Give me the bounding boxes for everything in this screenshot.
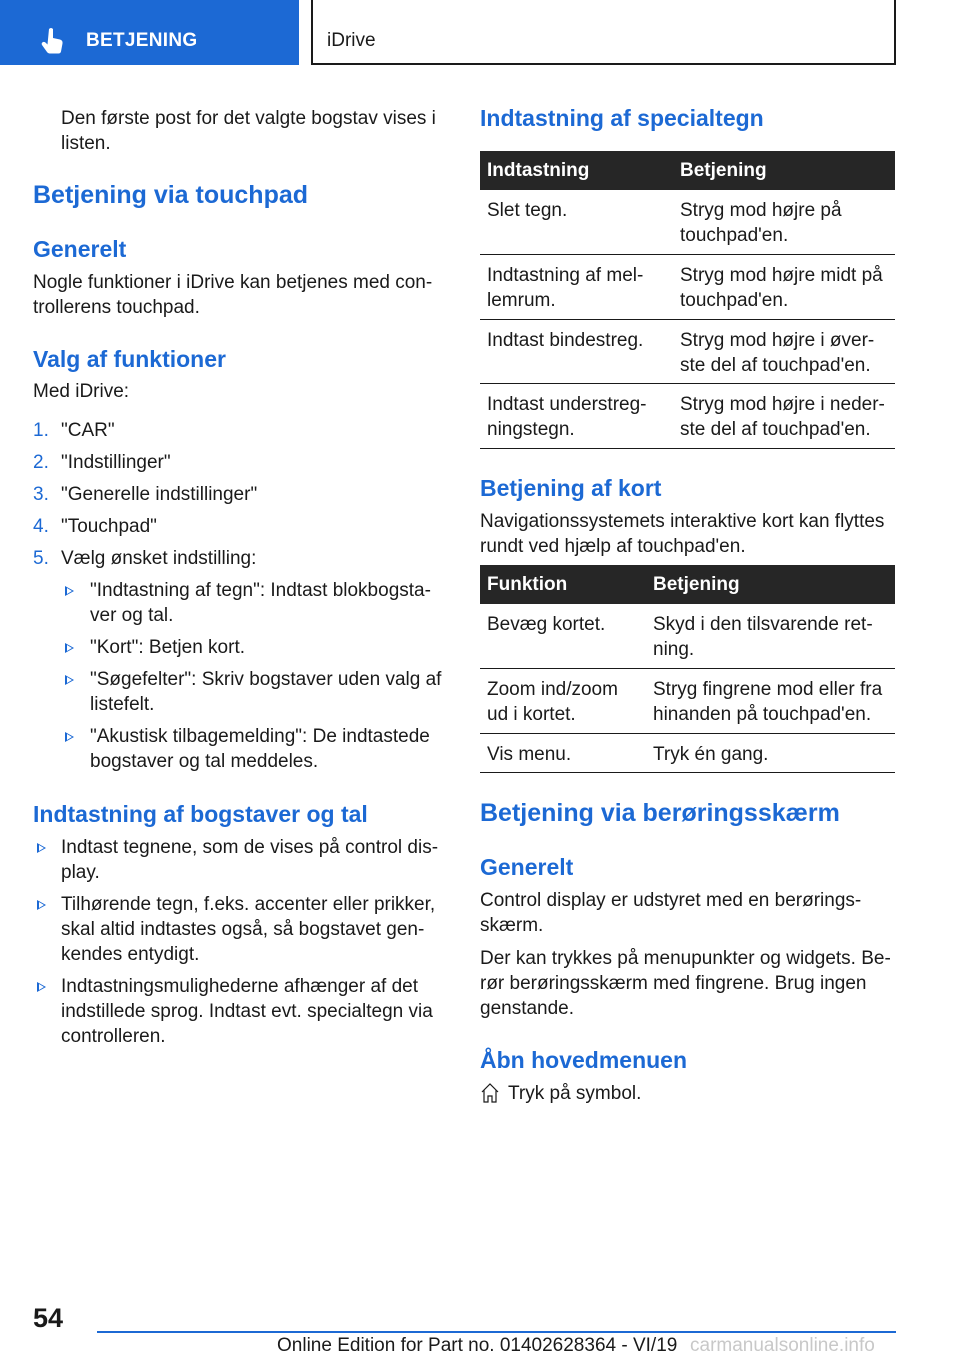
step-text: "Indstillinger" bbox=[61, 452, 171, 473]
step-number: 2. bbox=[33, 452, 49, 473]
step-text: "Touchpad" bbox=[61, 516, 157, 537]
bullet-line: skal altid indtastes også, så bogstavet gen- bbox=[61, 919, 425, 940]
bullet-line: controlleren. bbox=[61, 1026, 166, 1047]
column-header: Indtastning bbox=[487, 160, 590, 181]
section-title: BETJENING bbox=[86, 30, 198, 51]
table-cell: Bevæg kortet. bbox=[487, 614, 606, 635]
step-number: 3. bbox=[33, 484, 49, 505]
table-cell: Stryg mod højre i øver- bbox=[680, 330, 875, 351]
sub-bullet-line: "Kort": Betjen kort. bbox=[90, 637, 245, 658]
footer-divider bbox=[97, 1331, 896, 1333]
bullet-triangle-icon bbox=[65, 586, 74, 596]
table-cell: Tryk én gang. bbox=[653, 744, 769, 765]
bullet-line: kendes entydigt. bbox=[61, 944, 200, 965]
edition-text: Online Edition for Part no. 01402628364 - VI/19 bbox=[277, 1335, 678, 1356]
menu-heading: Åbn hovedmenuen bbox=[480, 1047, 688, 1073]
table-cell: Indtastning af mel- bbox=[487, 265, 644, 286]
bullet-line: Indtastningsmulighederne afhænger af det bbox=[61, 976, 419, 997]
table-cell: Stryg mod højre i neder- bbox=[680, 394, 885, 415]
touchpad-heading: Betjening via touchpad bbox=[33, 181, 309, 209]
table-row bbox=[480, 255, 895, 320]
bogstaver-heading: Indtastning af bogstaver og tal bbox=[33, 801, 368, 827]
bullet-triangle-icon bbox=[65, 643, 74, 653]
table-cell: touchpad'en. bbox=[680, 225, 789, 246]
bullet-line: indstillede sprog. Indtast evt. specialtegn via bbox=[61, 1001, 433, 1022]
table-cell: Stryg mod højre midt på bbox=[680, 265, 883, 286]
table-cell: Stryg mod højre på bbox=[680, 200, 842, 221]
step-number: 4. bbox=[33, 516, 49, 537]
table-header bbox=[480, 151, 895, 190]
breadcrumb-box bbox=[311, 0, 896, 65]
sub-bullet-line: "Indtastning af tegn": Indtast blokbogsta- bbox=[90, 580, 431, 601]
sub-bullet-line: "Akustisk tilbagemelding": De indtastede bbox=[90, 726, 430, 747]
kort-text-1: Navigationssystemets interaktive kort kan flyttes bbox=[480, 511, 885, 532]
generelt-text-2: trollerens touchpad. bbox=[33, 297, 200, 318]
intro-line-2: listen. bbox=[61, 133, 111, 154]
kort-text-2: rundt ved hjælp af touchpad'en. bbox=[480, 536, 746, 557]
valg-intro: Med iDrive: bbox=[33, 381, 130, 402]
table-cell: ste del af touchpad'en. bbox=[680, 419, 871, 440]
generelt-heading: Generelt bbox=[33, 236, 127, 262]
table-cell: Vis menu. bbox=[487, 744, 572, 765]
menu-text: Tryk på symbol. bbox=[508, 1083, 642, 1104]
table-cell: Stryg fingrene mod eller fra bbox=[653, 679, 883, 700]
step-text: Vælg ønsket indstilling: bbox=[61, 548, 257, 569]
column-header: Funktion bbox=[487, 574, 568, 595]
valg-heading: Valg af funktioner bbox=[33, 346, 226, 372]
table-cell: Slet tegn. bbox=[487, 200, 568, 221]
table-header bbox=[480, 565, 895, 604]
generelt-text: Control display er udstyret med en berørings- bbox=[480, 890, 862, 911]
column-header: Betjening bbox=[680, 160, 767, 181]
sub-bullet-line: bogstaver og tal meddeles. bbox=[90, 751, 319, 772]
bullet-triangle-icon bbox=[65, 675, 74, 685]
step-text: "Generelle indstillinger" bbox=[61, 484, 258, 505]
generelt-text: rør berøringsskærm med fingrene. Brug ingen bbox=[480, 973, 867, 994]
table-cell: Indtast bindestreg. bbox=[487, 330, 644, 351]
kort-heading: Betjening af kort bbox=[480, 475, 662, 501]
bullet-triangle-icon bbox=[65, 732, 74, 742]
table-cell: Skyd i den tilsvarende ret- bbox=[653, 614, 873, 635]
table-cell: Zoom ind/zoom bbox=[487, 679, 618, 700]
table-row bbox=[480, 734, 895, 773]
table-cell: hinanden på touchpad'en. bbox=[653, 704, 872, 725]
bullet-triangle-icon bbox=[37, 843, 46, 853]
table-cell: touchpad'en. bbox=[680, 290, 789, 311]
touch-heading: Betjening via berøringsskærm bbox=[480, 799, 840, 827]
table-cell: ningstegn. bbox=[487, 419, 575, 440]
generelt-text: Der kan trykkes på menupunkter og widgets. Be- bbox=[480, 948, 891, 969]
table-cell: ud i kortet. bbox=[487, 704, 576, 725]
step-number: 5. bbox=[33, 548, 49, 569]
table-row bbox=[480, 384, 895, 449]
table-row bbox=[480, 669, 895, 734]
step-text: "CAR" bbox=[61, 420, 115, 441]
page-number: 54 bbox=[33, 1303, 64, 1333]
generelt-text: skærm. bbox=[480, 915, 544, 936]
bullet-line: Indtast tegnene, som de vises på control dis- bbox=[61, 837, 439, 858]
generelt-text-1: Nogle funktioner i iDrive kan betjenes med con- bbox=[33, 272, 433, 293]
table-cell: ste del af touchpad'en. bbox=[680, 355, 871, 376]
bullet-triangle-icon bbox=[37, 900, 46, 910]
table-row bbox=[480, 604, 895, 669]
special-heading: Indtastning af specialtegn bbox=[480, 105, 764, 131]
sub-bullet-line: ver og tal. bbox=[90, 605, 174, 626]
bullet-line: play. bbox=[61, 862, 100, 883]
bullet-line: Tilhørende tegn, f.eks. accenter eller prikker, bbox=[61, 894, 436, 915]
table-cell: lemrum. bbox=[487, 290, 556, 311]
generelt-heading: Generelt bbox=[480, 854, 574, 880]
home-icon bbox=[480, 1082, 500, 1104]
section-tab bbox=[0, 0, 299, 65]
watermark: carmanualsonline.info bbox=[690, 1335, 875, 1356]
bullet-triangle-icon bbox=[37, 982, 46, 992]
intro-line-1: Den første post for det valgte bogstav vises i bbox=[61, 108, 436, 129]
hand-pointer-icon bbox=[38, 26, 68, 56]
generelt-text: genstande. bbox=[480, 998, 575, 1019]
sub-bullet-line: listefelt. bbox=[90, 694, 155, 715]
sub-bullet-line: "Søgefelter": Skriv bogstaver uden valg af bbox=[90, 669, 442, 690]
table-cell: ning. bbox=[653, 639, 695, 660]
breadcrumb: iDrive bbox=[327, 30, 376, 51]
table-cell: Indtast understreg- bbox=[487, 394, 647, 415]
table-row bbox=[480, 320, 895, 384]
step-number: 1. bbox=[33, 420, 49, 441]
column-header: Betjening bbox=[653, 574, 740, 595]
table-row bbox=[480, 190, 895, 255]
